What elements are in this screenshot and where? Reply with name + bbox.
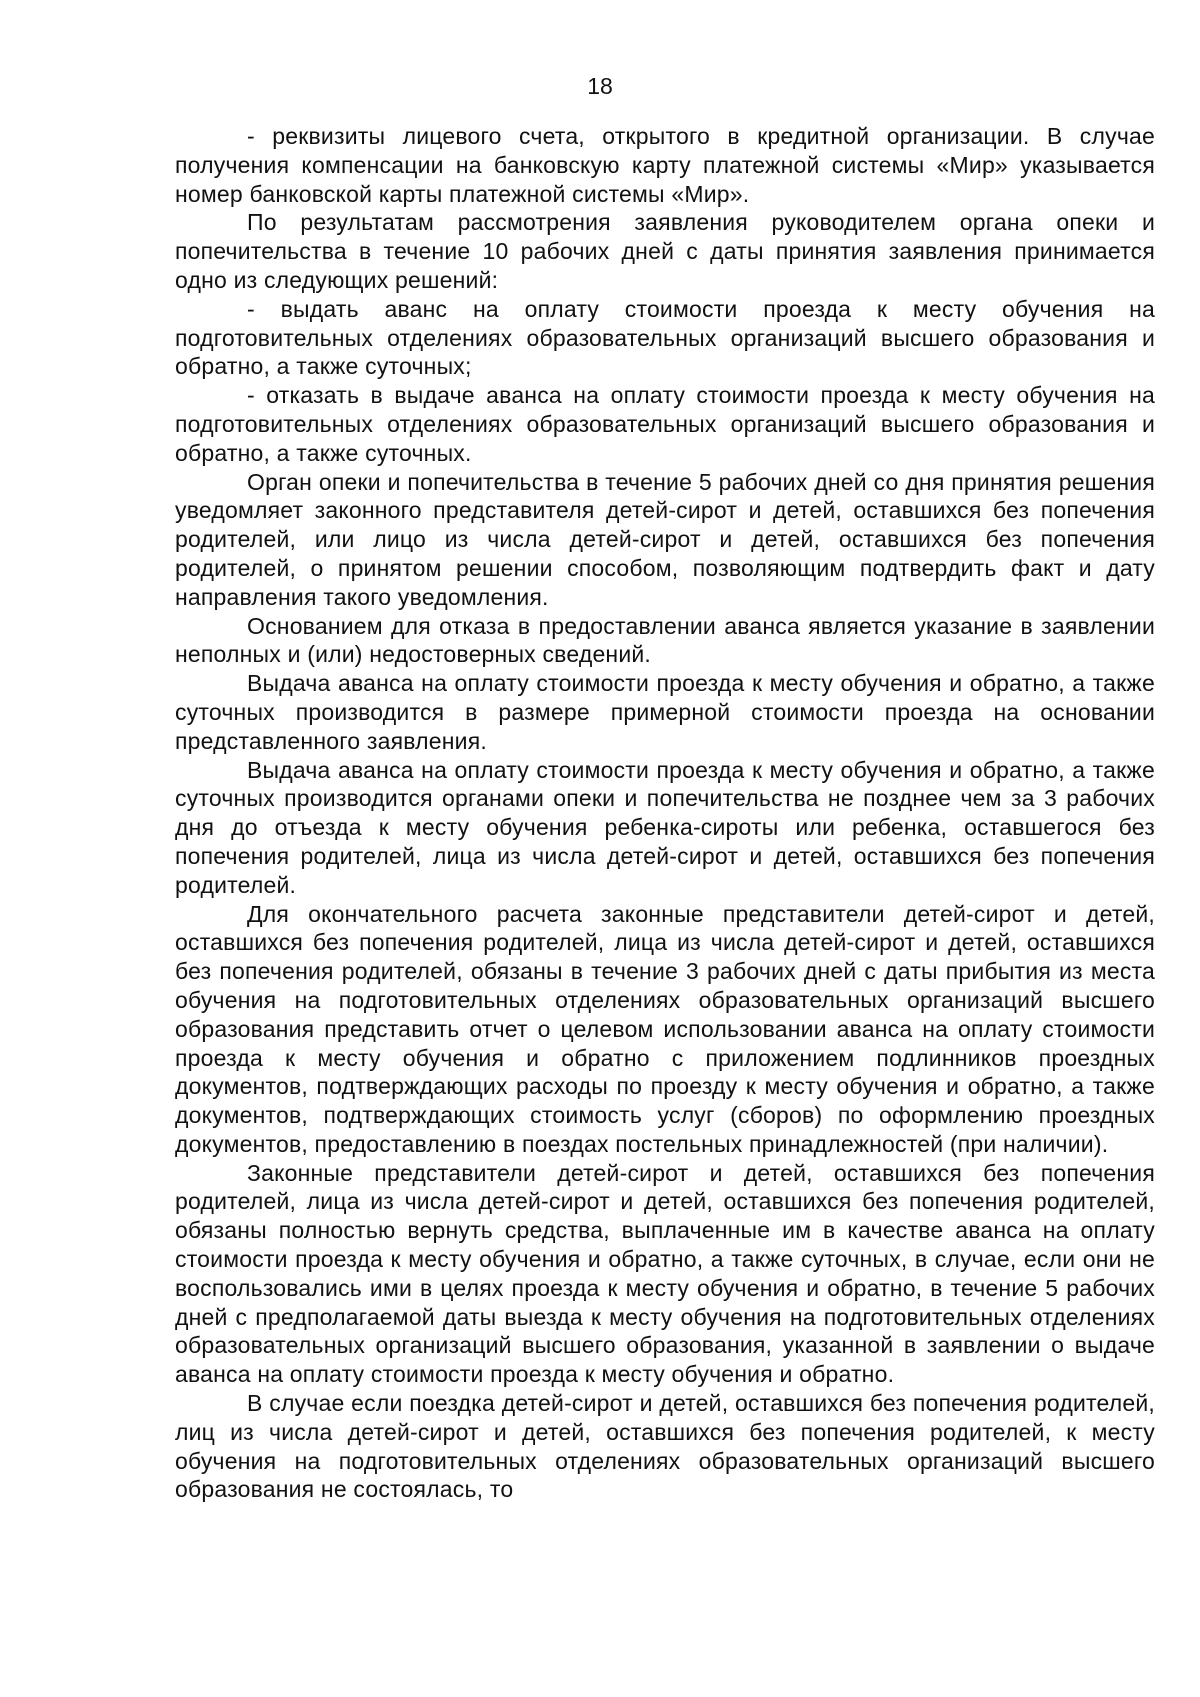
paragraph-refund-obligation: Законные представители детей-сирот и детей, оставшихся без попечения родителей, лица из числа детей-сирот и детей, оставшихся без попечения родителей, обязаны полностью вернуть средства, выплаченные им в качестве аванса на оплату стоимости проезда к месту обучения и обратно, а также суточных, в случае, если они не воспользовались ими в целях проезда к месту обучения и обратно, в течение 5 рабочих дней с предполагаемой даты выезда к месту обучения на подготовительных отделениях образовательных организаций высшего образования, указанной в заявлении о выдаче аванса на оплату стоимости проезда к месту обучения и обратно.	[175, 1159, 1155, 1388]
paragraph-notification: Орган опеки и попечительства в течение 5 рабочих дней со дня принятия решения уведомляет законного представителя детей-сирот и детей, оставшихся без попечения родителей, или лицо из числа детей-сирот и детей, оставшихся без попечения родителей, о принятом решении способом, позволяющим подтвердить факт и дату направления такого уведомления.	[175, 468, 1155, 610]
paragraph-decision-issue-advance: - выдать аванс на оплату стоимости проезда к месту обучения на подготовительных отделениях образовательных организаций высшего образования и обратно, а также суточных;	[175, 295, 1155, 380]
document-body	[175, 122, 1155, 1504]
paragraph-account-details: - реквизиты лицевого счета, открытого в кредитной организации. В случае получения компенсации на банковскую карту платежной системы «Мир» указывается номер банковской карты платежной системы «Мир».	[175, 123, 1155, 207]
paragraph-decision-refuse-advance: - отказать в выдаче аванса на оплату стоимости проезда к месту обучения на подготовительных отделениях образовательных организаций высшего образования и обратно, а также суточных.	[175, 382, 1155, 466]
paragraph-trip-not-taken: В случае если поездка детей-сирот и детей, оставшихся без попечения родителей, лиц из числа детей-сирот и детей, оставшихся без попечения родителей, к месту обучения на подготовительных отделениях образовательных организаций высшего образования не состоялась, то	[175, 1390, 1155, 1503]
page-number: 18	[587, 73, 613, 99]
paragraph-refusal-grounds: Основанием для отказа в предоставлении аванса является указание в заявлении неполных и (или) недостоверных сведений.	[175, 612, 1155, 668]
paragraph-final-settlement: Для окончательного расчета законные представители детей-сирот и детей, оставшихся без попечения родителей, лица из числа детей-сирот и детей, оставшихся без попечения родителей, обязаны в течение 3 рабочих дней с даты прибытия из места обучения на подготовительных отделениях образовательных организаций высшего образования представить отчет о целевом использовании аванса на оплату стоимости проезда к месту обучения и обратно с приложением подлинников проездных документов, подтверждающих расходы по проезду к месту обучения и обратно, а также документов, подтверждающих стоимость услуг (сборов) по оформлению проездных документов, предоставлению в поездах постельных принадлежностей (при наличии).	[175, 900, 1155, 1157]
paragraph-advance-amount: Выдача аванса на оплату стоимости проезда к месту обучения и обратно, а также суточных производится в размере примерной стоимости проезда на основании представленного заявления.	[175, 670, 1155, 754]
paragraph-review-results: По результатам рассмотрения заявления руководителем органа опеки и попечительства в течение 10 рабочих дней с даты принятия заявления принимается одно из следующих решений:	[175, 209, 1155, 293]
paragraph-advance-timing: Выдача аванса на оплату стоимости проезда к месту обучения и обратно, а также суточных производится органами опеки и попечительства не позднее чем за 3 рабочих дня до отъезда к месту обучения ребенка-сироты или ребенка, оставшегося без попечения родителей, лица из числа детей-сирот и детей, оставшихся без попечения родителей.	[175, 756, 1155, 898]
